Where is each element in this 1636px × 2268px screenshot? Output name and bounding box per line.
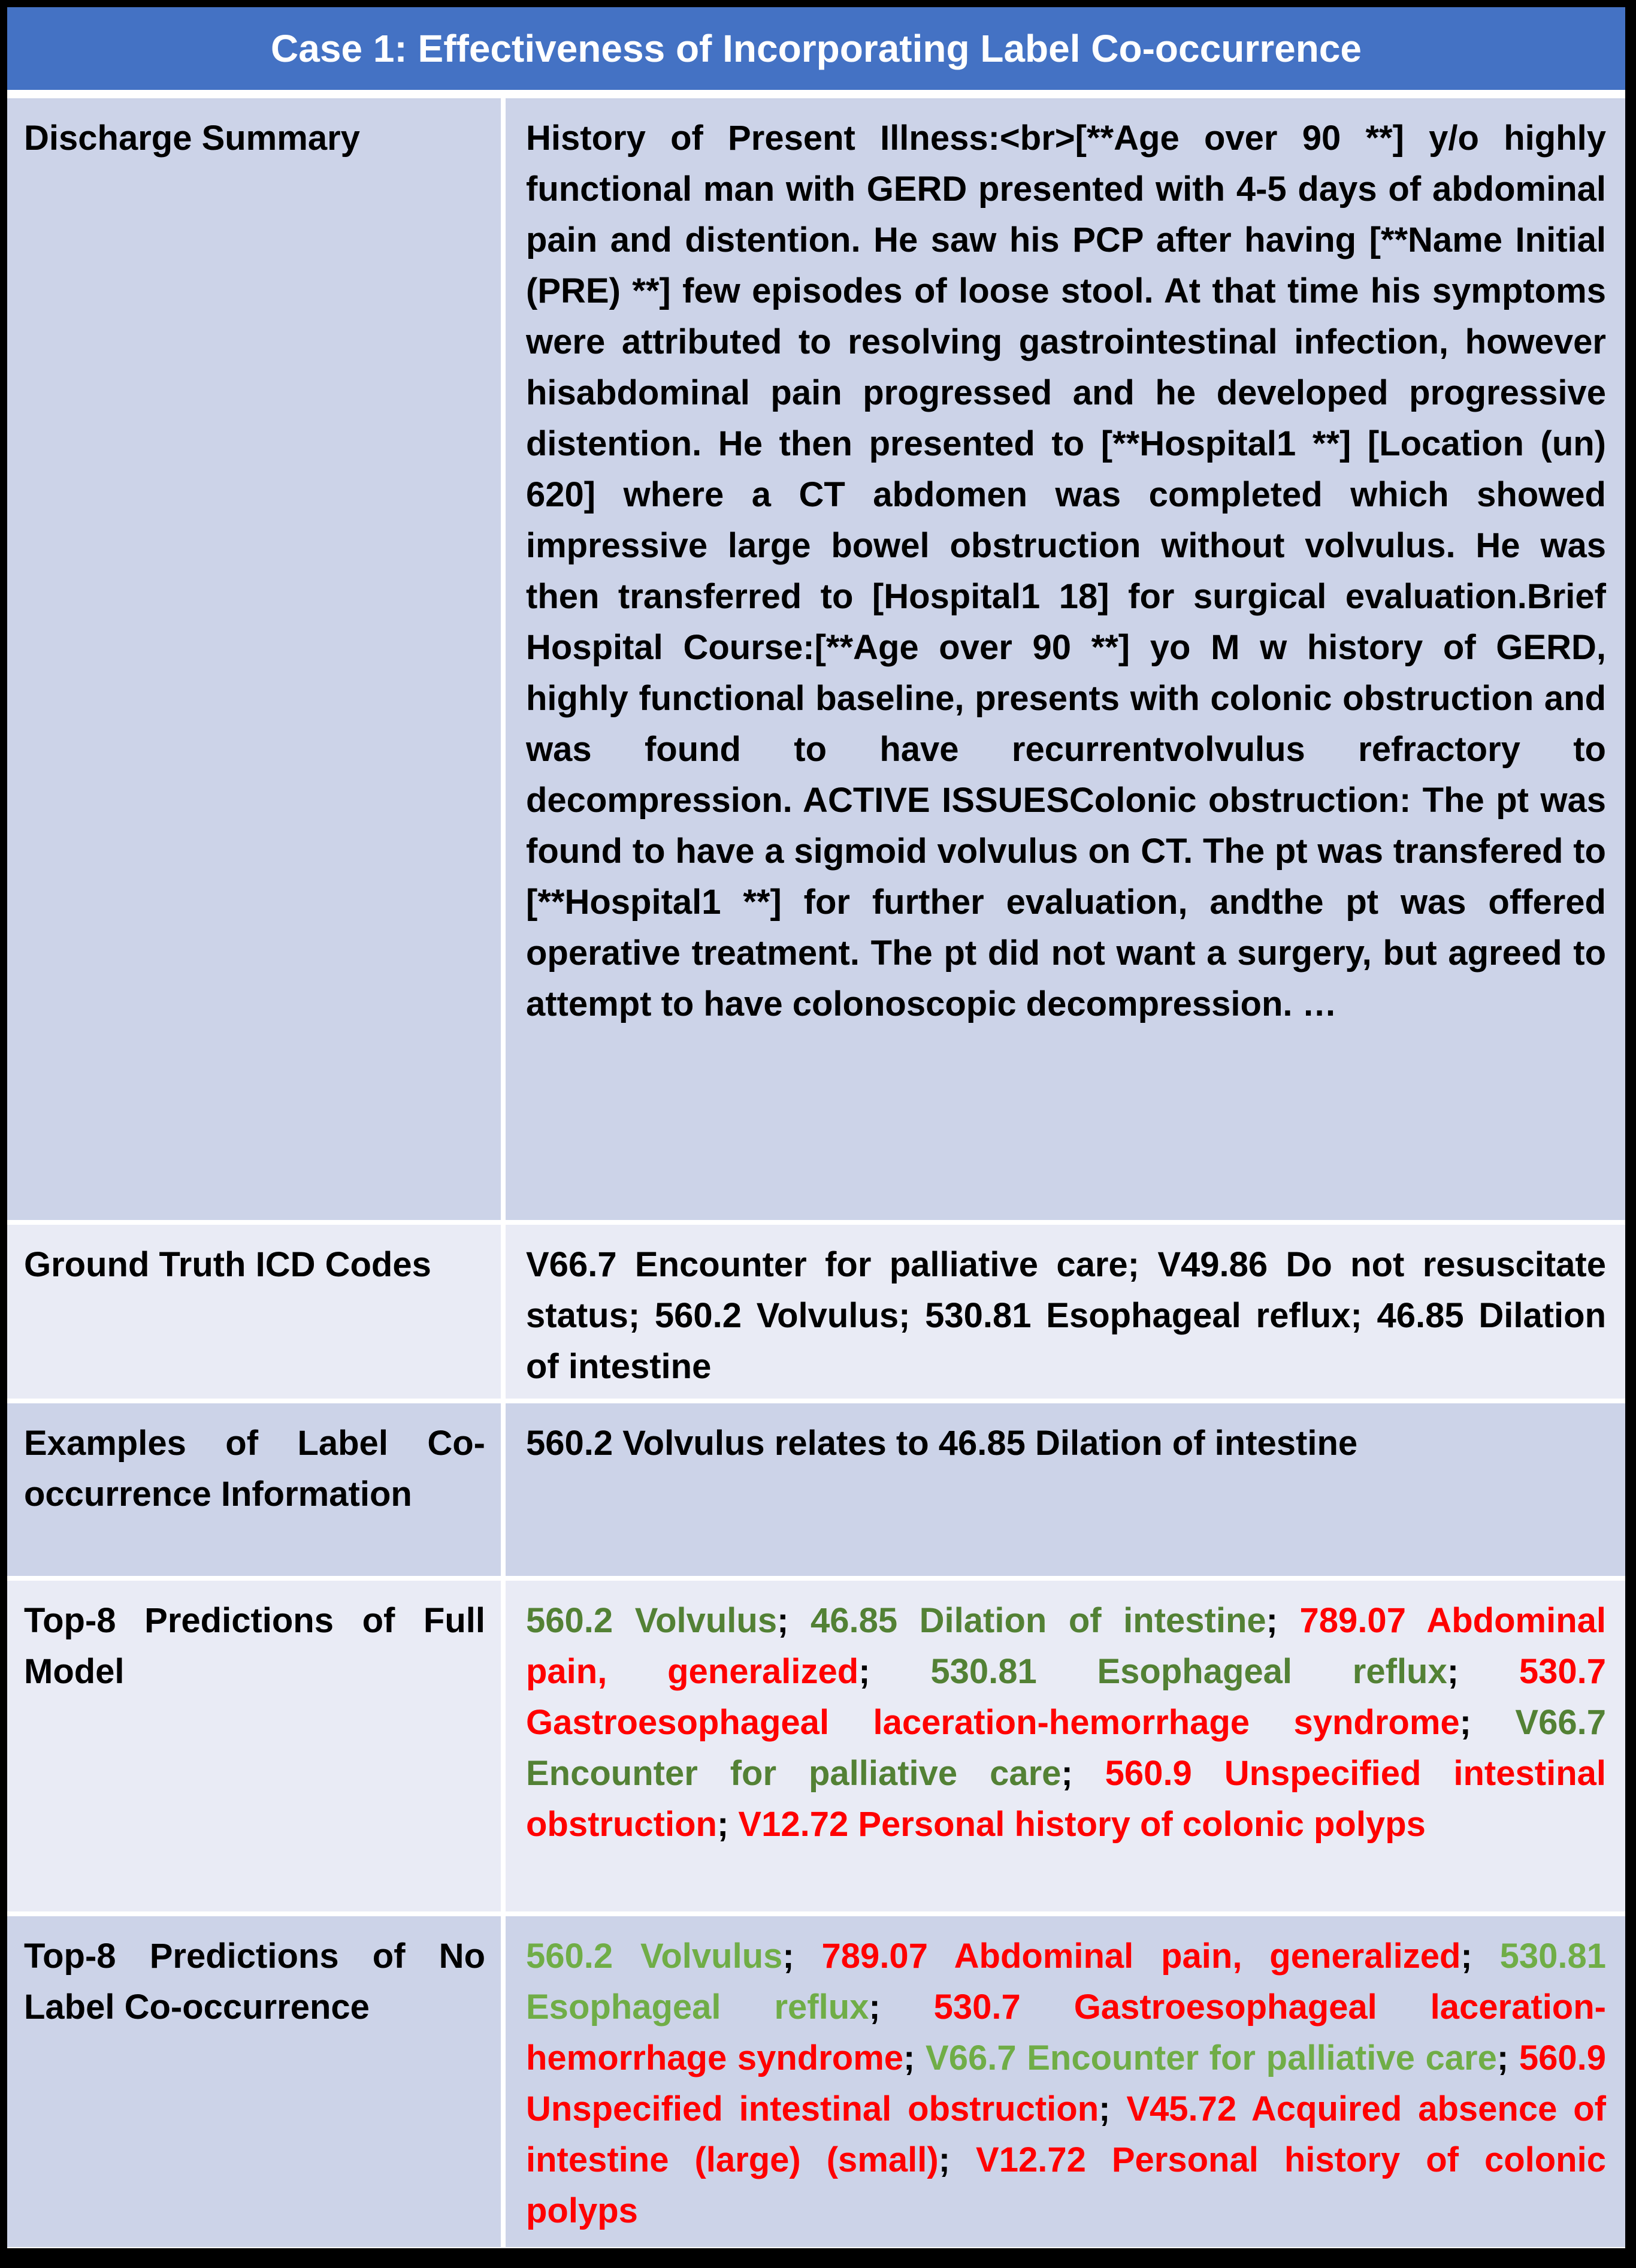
top8-no-label-cooccurrence-label: Top-8 Predictions of No Label Co-occurrence — [7, 1916, 501, 2247]
table-title: Case 1: Effectiveness of Incorporating Label Co-occurrence — [271, 27, 1362, 70]
row-discharge-summary — [7, 98, 1625, 1220]
prediction-item: 530.81 Esophageal reflux — [930, 1652, 1447, 1691]
prediction-separator: ; — [858, 1652, 931, 1691]
prediction-item: 530.7 Gastroesophageal laceration-hemorrhage syndrome — [526, 1988, 1606, 2077]
prediction-separator: ; — [903, 2039, 926, 2077]
row-top8-full-model — [7, 1581, 1625, 1911]
prediction-item: V45.72 Acquired absence of intestine (large) (small) — [526, 2089, 1606, 2179]
top8-no-label-cooccurrence-predictions — [506, 1916, 1625, 2247]
top8-full-model-label: Top-8 Predictions of Full Model — [7, 1581, 501, 1911]
cooccurrence-examples-text: 560.2 Volvulus relates to 46.85 Dilation of intestine — [506, 1403, 1625, 1576]
prediction-separator: ; — [869, 1988, 934, 2027]
discharge-summary-text: History of Present Illness:<br>[**Age over 90 **] y/o highly functional man with GERD presented with 4-5 days of abdominal pain and distention. He saw his PCP after having [**Name Initial (PRE) **] few episodes of loose stool. At that time his symptoms were attributed to resolving gastrointestinal infection, however hisabdominal pain progressed and he developed progressive distention. He then presented to [**Hospital1 **] [Location (un) 620] where a CT abdomen was completed which showed impressive large bowel obstruction without volvulus. He was then transferred to [Hospital1 18] for surgical evaluation.Brief Hospital Course:[**Age over 90 **] yo M w history of GERD, highly functional baseline, presents with colonic obstruction and was found to have recurrentvolvulus refractory to decompression. ACTIVE ISSUESColonic obstruction: The pt was found to have a sigmoid volvulus on CT. The pt was transfered to [**Hospital1 **] for further evaluation, andthe pt was offered operative treatment. The pt did not want a surgery, but agreed to attempt to have colonoscopic decompression. … — [506, 98, 1625, 1220]
prediction-item: 46.85 Dilation of intestine — [810, 1601, 1266, 1640]
prediction-item: 530.7 Gastroesophageal laceration-hemorrhage syndrome — [526, 1652, 1606, 1742]
prediction-item: 530.81 Esophageal reflux — [526, 1937, 1606, 2027]
prediction-item: V66.7 Encounter for palliative care — [926, 2039, 1497, 2077]
prediction-item: 560.2 Volvulus — [526, 1937, 783, 1976]
prediction-separator: ; — [777, 1601, 811, 1640]
case-table-body — [7, 98, 1625, 2247]
cooccurrence-examples-label: Examples of Label Co-occurrence Information — [7, 1403, 501, 1576]
prediction-separator: ; — [1447, 1652, 1519, 1691]
prediction-item: 789.07 Abdominal pain, generalized — [526, 1601, 1606, 1691]
top8-full-model-predictions — [506, 1581, 1625, 1911]
ground-truth-codes-text: V66.7 Encounter for palliative care; V49.86 Do not resuscitate status; 560.2 Volvulus; 530.81 Esophageal reflux; 46.85 Dilation of intestine — [506, 1225, 1625, 1399]
prediction-separator: ; — [1266, 1601, 1300, 1640]
prediction-item: V12.72 Personal history of colonic polyps — [738, 1805, 1426, 1844]
prediction-item: 789.07 Abdominal pain, generalized — [821, 1937, 1461, 1976]
prediction-item: 560.9 Unspecified intestinal obstruction — [526, 1754, 1606, 1844]
row-label-cooccurrence-examples — [7, 1403, 1625, 1576]
case-table — [7, 7, 1625, 2248]
prediction-separator: ; — [1099, 2089, 1127, 2128]
table-header — [7, 7, 1625, 90]
row-top8-no-label-cooccurrence — [7, 1916, 1625, 2247]
prediction-separator: ; — [1061, 1754, 1105, 1793]
prediction-item: V12.72 Personal history of colonic polyps — [526, 2140, 1606, 2230]
row-ground-truth-codes — [7, 1225, 1625, 1399]
prediction-separator: ; — [782, 1937, 822, 1976]
prediction-item: V66.7 Encounter for palliative care — [526, 1703, 1606, 1793]
prediction-separator: ; — [1496, 2039, 1519, 2077]
prediction-separator: ; — [1459, 1703, 1516, 1742]
ground-truth-label: Ground Truth ICD Codes — [7, 1225, 501, 1399]
prediction-separator: ; — [716, 1805, 739, 1844]
prediction-separator: ; — [1460, 1937, 1500, 1976]
prediction-item: 560.9 Unspecified intestinal obstruction — [526, 2039, 1606, 2128]
prediction-item: 560.2 Volvulus — [526, 1601, 778, 1640]
prediction-separator: ; — [938, 2140, 976, 2179]
discharge-summary-label: Discharge Summary — [7, 98, 501, 1220]
